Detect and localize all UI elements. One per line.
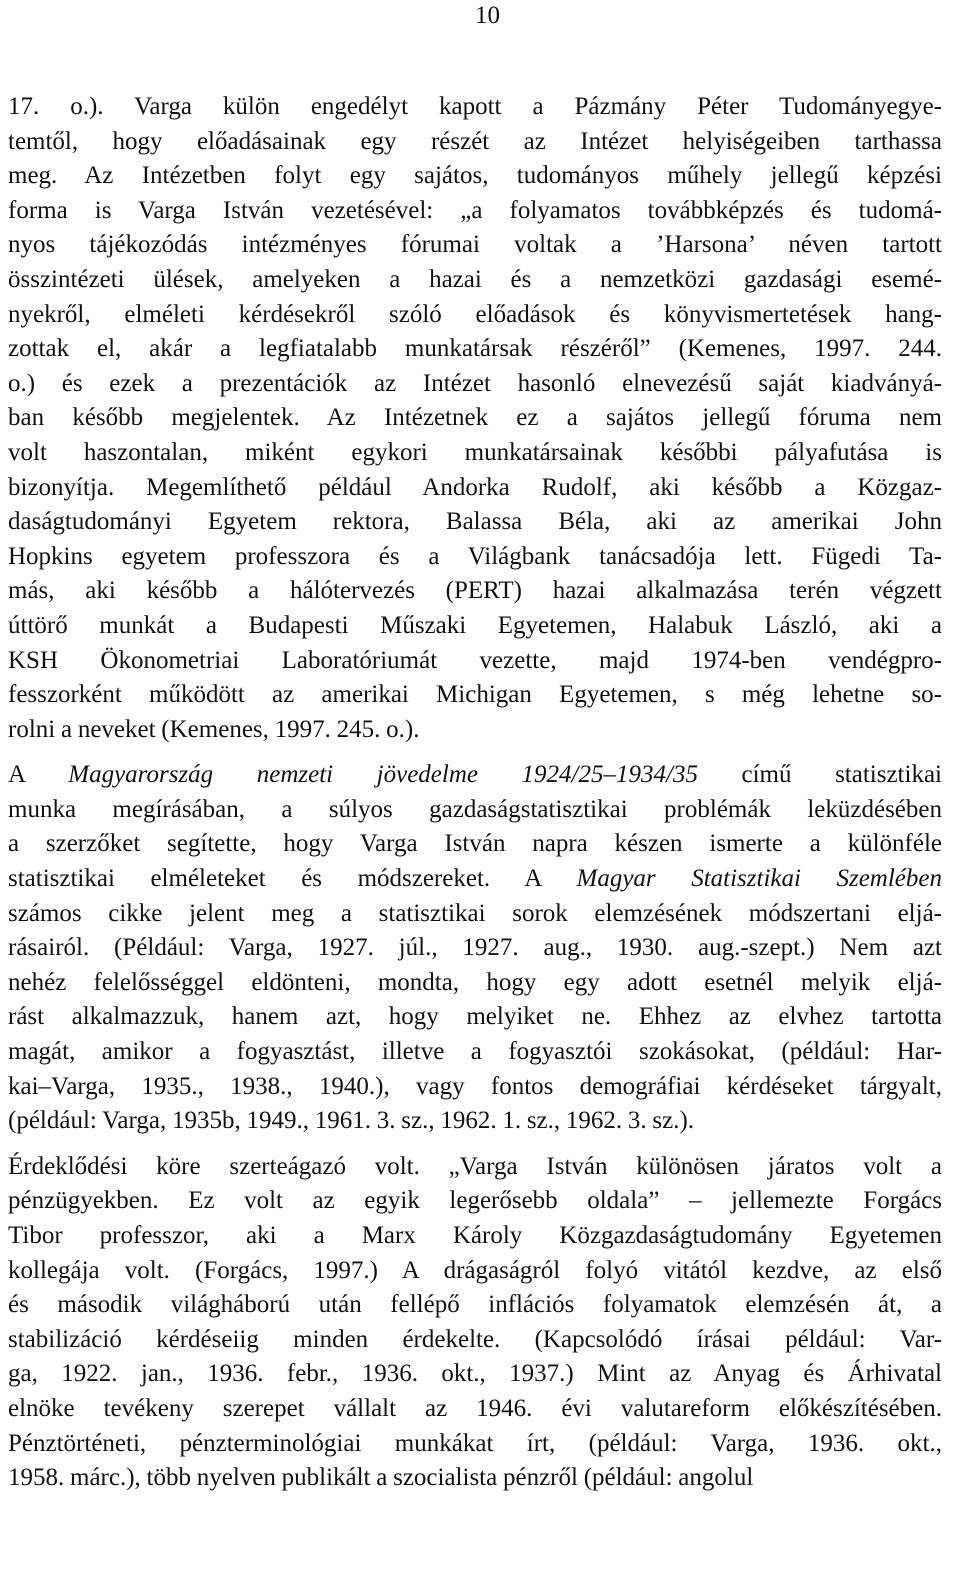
text-run: Érdeklődési köre szerteágazó volt. „Varga István különösen járatos volt a: [8, 1152, 942, 1180]
text-run: daságtudományi Egyetem rektora, Balassa Béla, aki az amerikai John: [8, 508, 942, 536]
text-line: [8, 1461, 942, 1496]
text-run: statisztikai elméleteket és módszereket. A: [8, 865, 577, 893]
text-run: nyekről, elméleti kérdésekről szóló előadások és könyvismertetések hang-: [8, 300, 942, 328]
text-run: nehéz felelősséggel eldönteni, mondta, hogy egy adott esetnél melyik eljá-: [8, 968, 942, 996]
text-run: számos cikke jelent meg a statisztikai sorok elemzésének módszertani eljá-: [8, 899, 942, 927]
text-line: [8, 332, 942, 367]
text-run: ban később megjelentek. Az Intézetnek ez a sajátos jellegű fóruma nem: [8, 404, 942, 432]
text-line: [8, 862, 942, 897]
text-line: [8, 298, 942, 333]
text-line: [8, 758, 942, 793]
text-line: [8, 931, 942, 966]
text-line: [8, 228, 942, 263]
text-run: Hopkins egyetem professzora és a Világbank tanácsadója lett. Fügedi Ta-: [8, 542, 942, 570]
text-line: [8, 609, 942, 644]
text-run: temtől, hogy előadásainak egy részét az Intézet helyiségeiben tarthassa: [8, 127, 942, 155]
page-number: 10: [475, 2, 500, 29]
text-line: [8, 1070, 942, 1105]
paragraph: [8, 1150, 942, 1496]
italic-title: Magyar Statisztikai Szemlében: [576, 865, 942, 893]
text-line: [8, 90, 942, 125]
text-line: [8, 1288, 942, 1323]
paragraph: [8, 90, 942, 747]
text-line: [8, 574, 942, 609]
text-line: [8, 125, 942, 160]
text-run: rolni a neveket (Kemenes, 1997. 245. o.).: [8, 715, 420, 743]
text-run: meg. Az Intézetben folyt egy sajátos, tudományos műhely jellegű képzési: [8, 162, 942, 190]
text-run: magát, amikor a fogyasztást, illetve a fogyasztói szokásokat, (például: Har-: [8, 1038, 942, 1066]
text-line: [8, 401, 942, 436]
text-run: bizonyítja. Megemlíthető például Andorka Rudolf, aki később a Közgaz-: [8, 473, 942, 501]
text-line: [8, 966, 942, 1001]
text-run: más, aki később a hálótervezés (PERT) hazai alkalmazása terén végzett: [8, 577, 942, 605]
text-line: [8, 505, 942, 540]
text-run: úttörő munkát a Budapesti Műszaki Egyetemen, Halabuk László, aki a: [8, 611, 942, 639]
text-run: című statisztikai: [697, 761, 942, 789]
text-line: [8, 678, 942, 713]
text-line: [8, 263, 942, 298]
text-run: kai–Varga, 1935., 1938., 1940.), vagy fontos demográfiai kérdéseket tárgyalt,: [8, 1072, 942, 1100]
text-run: ga, 1922. jan., 1936. febr., 1936. okt., 1937.) Mint az Anyag és Árhivatal: [8, 1360, 942, 1388]
document-body: [8, 90, 942, 1496]
text-run: A: [8, 761, 69, 789]
text-run: Tibor professzor, aki a Marx Károly Közgazdaságtudomány Egyetemen: [8, 1222, 942, 1249]
text-line: [8, 471, 942, 506]
text-line: [8, 1254, 942, 1289]
text-line: [8, 1219, 942, 1254]
text-line: [8, 1000, 942, 1035]
text-run: rásairól. (Például: Varga, 1927. júl., 1927. aug., 1930. aug.-szept.) Nem azt: [8, 934, 942, 962]
text-run: forma is Varga István vezetésével: „a folyamatos továbbképzés és tudomá-: [8, 196, 942, 224]
text-run: fesszorként működött az amerikai Michigan Egyetemen, s még lehetne so-: [8, 681, 942, 709]
text-run: Pénztörténeti, pénzterminológiai munkákat írt, (például: Varga, 1936. okt.,: [8, 1429, 942, 1457]
text-run: pénzügyekben. Ez volt az egyik legerősebb oldala” – jellemezte Forgács: [8, 1187, 942, 1215]
text-run: KSH Ökonometriai Laboratóriumát vezette, majd 1974-ben vendégpro-: [8, 646, 942, 674]
text-run: és második világháború után fellépő inflációs folyamatok elemzésén át, a: [8, 1291, 942, 1319]
text-run: volt haszontalan, miként egykori munkatársainak későbbi pályafutása is: [8, 438, 942, 466]
paragraph: [8, 758, 942, 1139]
italic-title: Magyarország nemzeti jövedelme 1924/25–1934/35: [68, 761, 698, 789]
text-line: [8, 897, 942, 932]
text-run: o.) és ezek a prezentációk az Intézet hasonló elnevezésű saját kiadványá-: [8, 369, 942, 397]
text-run: kollegája volt. (Forgács, 1997.) A drágaságról folyó vitától kezdve, az első: [8, 1256, 942, 1284]
text-run: stabilizáció kérdéseiig minden érdekelte. (Kapcsolódó írásai például: Var-: [8, 1325, 942, 1353]
text-line: [8, 367, 942, 402]
text-run: rást alkalmazzuk, hanem azt, hogy melyiket ne. Ehhez az elvhez tartotta: [8, 1003, 942, 1031]
text-line: [8, 194, 942, 229]
text-line: [8, 644, 942, 679]
text-line: [8, 159, 942, 194]
text-run: munka megírásában, a súlyos gazdaságstatisztikai problémák leküzdésében: [8, 795, 942, 823]
text-line: [8, 540, 942, 575]
text-run: összintézeti ülések, amelyeken a hazai és a nemzetközi gazdasági esemé-: [8, 265, 942, 293]
text-line: [8, 436, 942, 471]
text-line: [8, 713, 942, 748]
text-line: [8, 1104, 942, 1139]
text-run: nyos tájékozódás intézményes fórumai voltak a ’Harsona’ néven tartott: [8, 231, 942, 259]
text-line: [8, 1357, 942, 1392]
text-line: [8, 1323, 942, 1358]
text-line: [8, 1150, 942, 1185]
text-line: [8, 1184, 942, 1219]
text-run: 1958. márc.), több nyelven publikált a szocialista pénzről (például: angolul: [8, 1464, 754, 1492]
text-run: 17. o.). Varga külön engedélyt kapott a Pázmány Péter Tudományegye-: [8, 93, 942, 120]
text-run: zottak el, akár a legfiatalabb munkatársak részéről” (Kemenes, 1997. 244.: [8, 335, 942, 363]
text-line: [8, 1427, 942, 1462]
text-run: (például: Varga, 1935b, 1949., 1961. 3. sz., 1962. 1. sz., 1962. 3. sz.).: [8, 1107, 695, 1135]
text-line: [8, 1392, 942, 1427]
text-run: a szerzőket segítette, hogy Varga István napra készen ismerte a különféle: [8, 830, 942, 858]
text-run: elnöke tevékeny szerepet vállalt az 1946. évi valutareform előkészítésében.: [8, 1394, 942, 1422]
text-line: [8, 1035, 942, 1070]
text-line: [8, 793, 942, 828]
text-line: [8, 827, 942, 862]
